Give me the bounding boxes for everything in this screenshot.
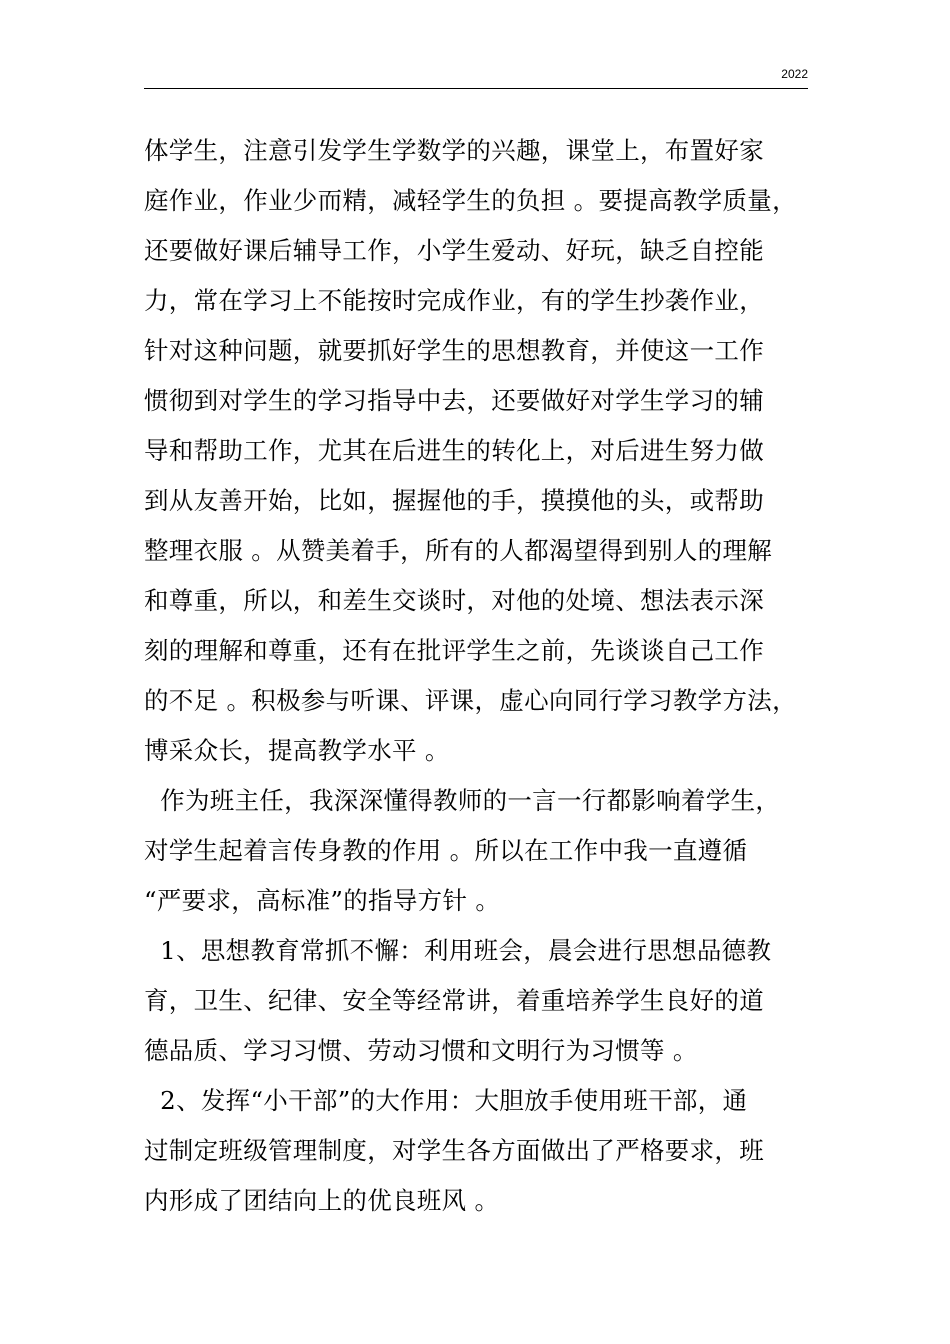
text-line: 的不足 。积极参与听课、评课，虚心向同行学习教学方法， <box>144 686 797 715</box>
text-line: 刻的理解和尊重，还有在批评学生之前，先谈谈自己工作 <box>144 636 764 665</box>
text-line: 过制定班级管理制度，对学生各方面做出了严格要求，班 <box>144 1136 764 1165</box>
text-line: 2、发挥“小干部”的大作用：大胆放手使用班干部，通 <box>144 1086 748 1115</box>
text-line: 导和帮助工作，尤其在后进生的转化上，对后进生努力做 <box>144 436 764 465</box>
text-line: 博采众长，提高教学水平 。 <box>144 736 450 765</box>
text-line: 对学生起着言传身教的作用 。所以在工作中我一直遵循 <box>144 836 748 865</box>
text-line: 作为班主任，我深深懂得教师的一言一行都影响着学生， <box>144 786 781 815</box>
text-line: 力，常在学习上不能按时完成作业，有的学生抄袭作业， <box>144 286 764 315</box>
text-line: 还要做好课后辅导工作，小学生爱动、好玩，缺乏自控能 <box>144 236 764 265</box>
text-line: 体学生，注意引发学生学数学的兴趣，课堂上，布置好家 <box>144 136 764 165</box>
text-line: 到从友善开始，比如，握握他的手，摸摸他的头，或帮助 <box>144 486 764 515</box>
text-line: 针对这种问题，就要抓好学生的思想教育，并使这一工作 <box>144 336 764 365</box>
text-line: 1、思想教育常抓不懈：利用班会，晨会进行思想品德教 <box>144 936 772 965</box>
text-line: 惯彻到对学生的学习指导中去，还要做好对学生学习的辅 <box>144 386 764 415</box>
text-line: 庭作业，作业少而精，减轻学生的负担 。要提高教学质量， <box>144 186 797 215</box>
text-line: 和尊重，所以，和差生交谈时，对他的处境、想法表示深 <box>144 586 764 615</box>
text-line: 内形成了团结向上的优良班风 。 <box>144 1186 500 1215</box>
document-body <box>144 126 834 1226</box>
text-line: “严要求，高标准”的指导方针 。 <box>144 886 501 915</box>
text-line: 育，卫生、纪律、安全等经常讲，着重培养学生良好的道 <box>144 986 764 1015</box>
page-header <box>144 66 808 89</box>
header-year: 2022 <box>781 67 808 81</box>
text-line: 德品质、学习习惯、劳动习惯和文明行为习惯等 。 <box>144 1036 698 1065</box>
text-line: 整理衣服 。从赞美着手，所有的人都渴望得到别人的理解 <box>144 536 773 565</box>
